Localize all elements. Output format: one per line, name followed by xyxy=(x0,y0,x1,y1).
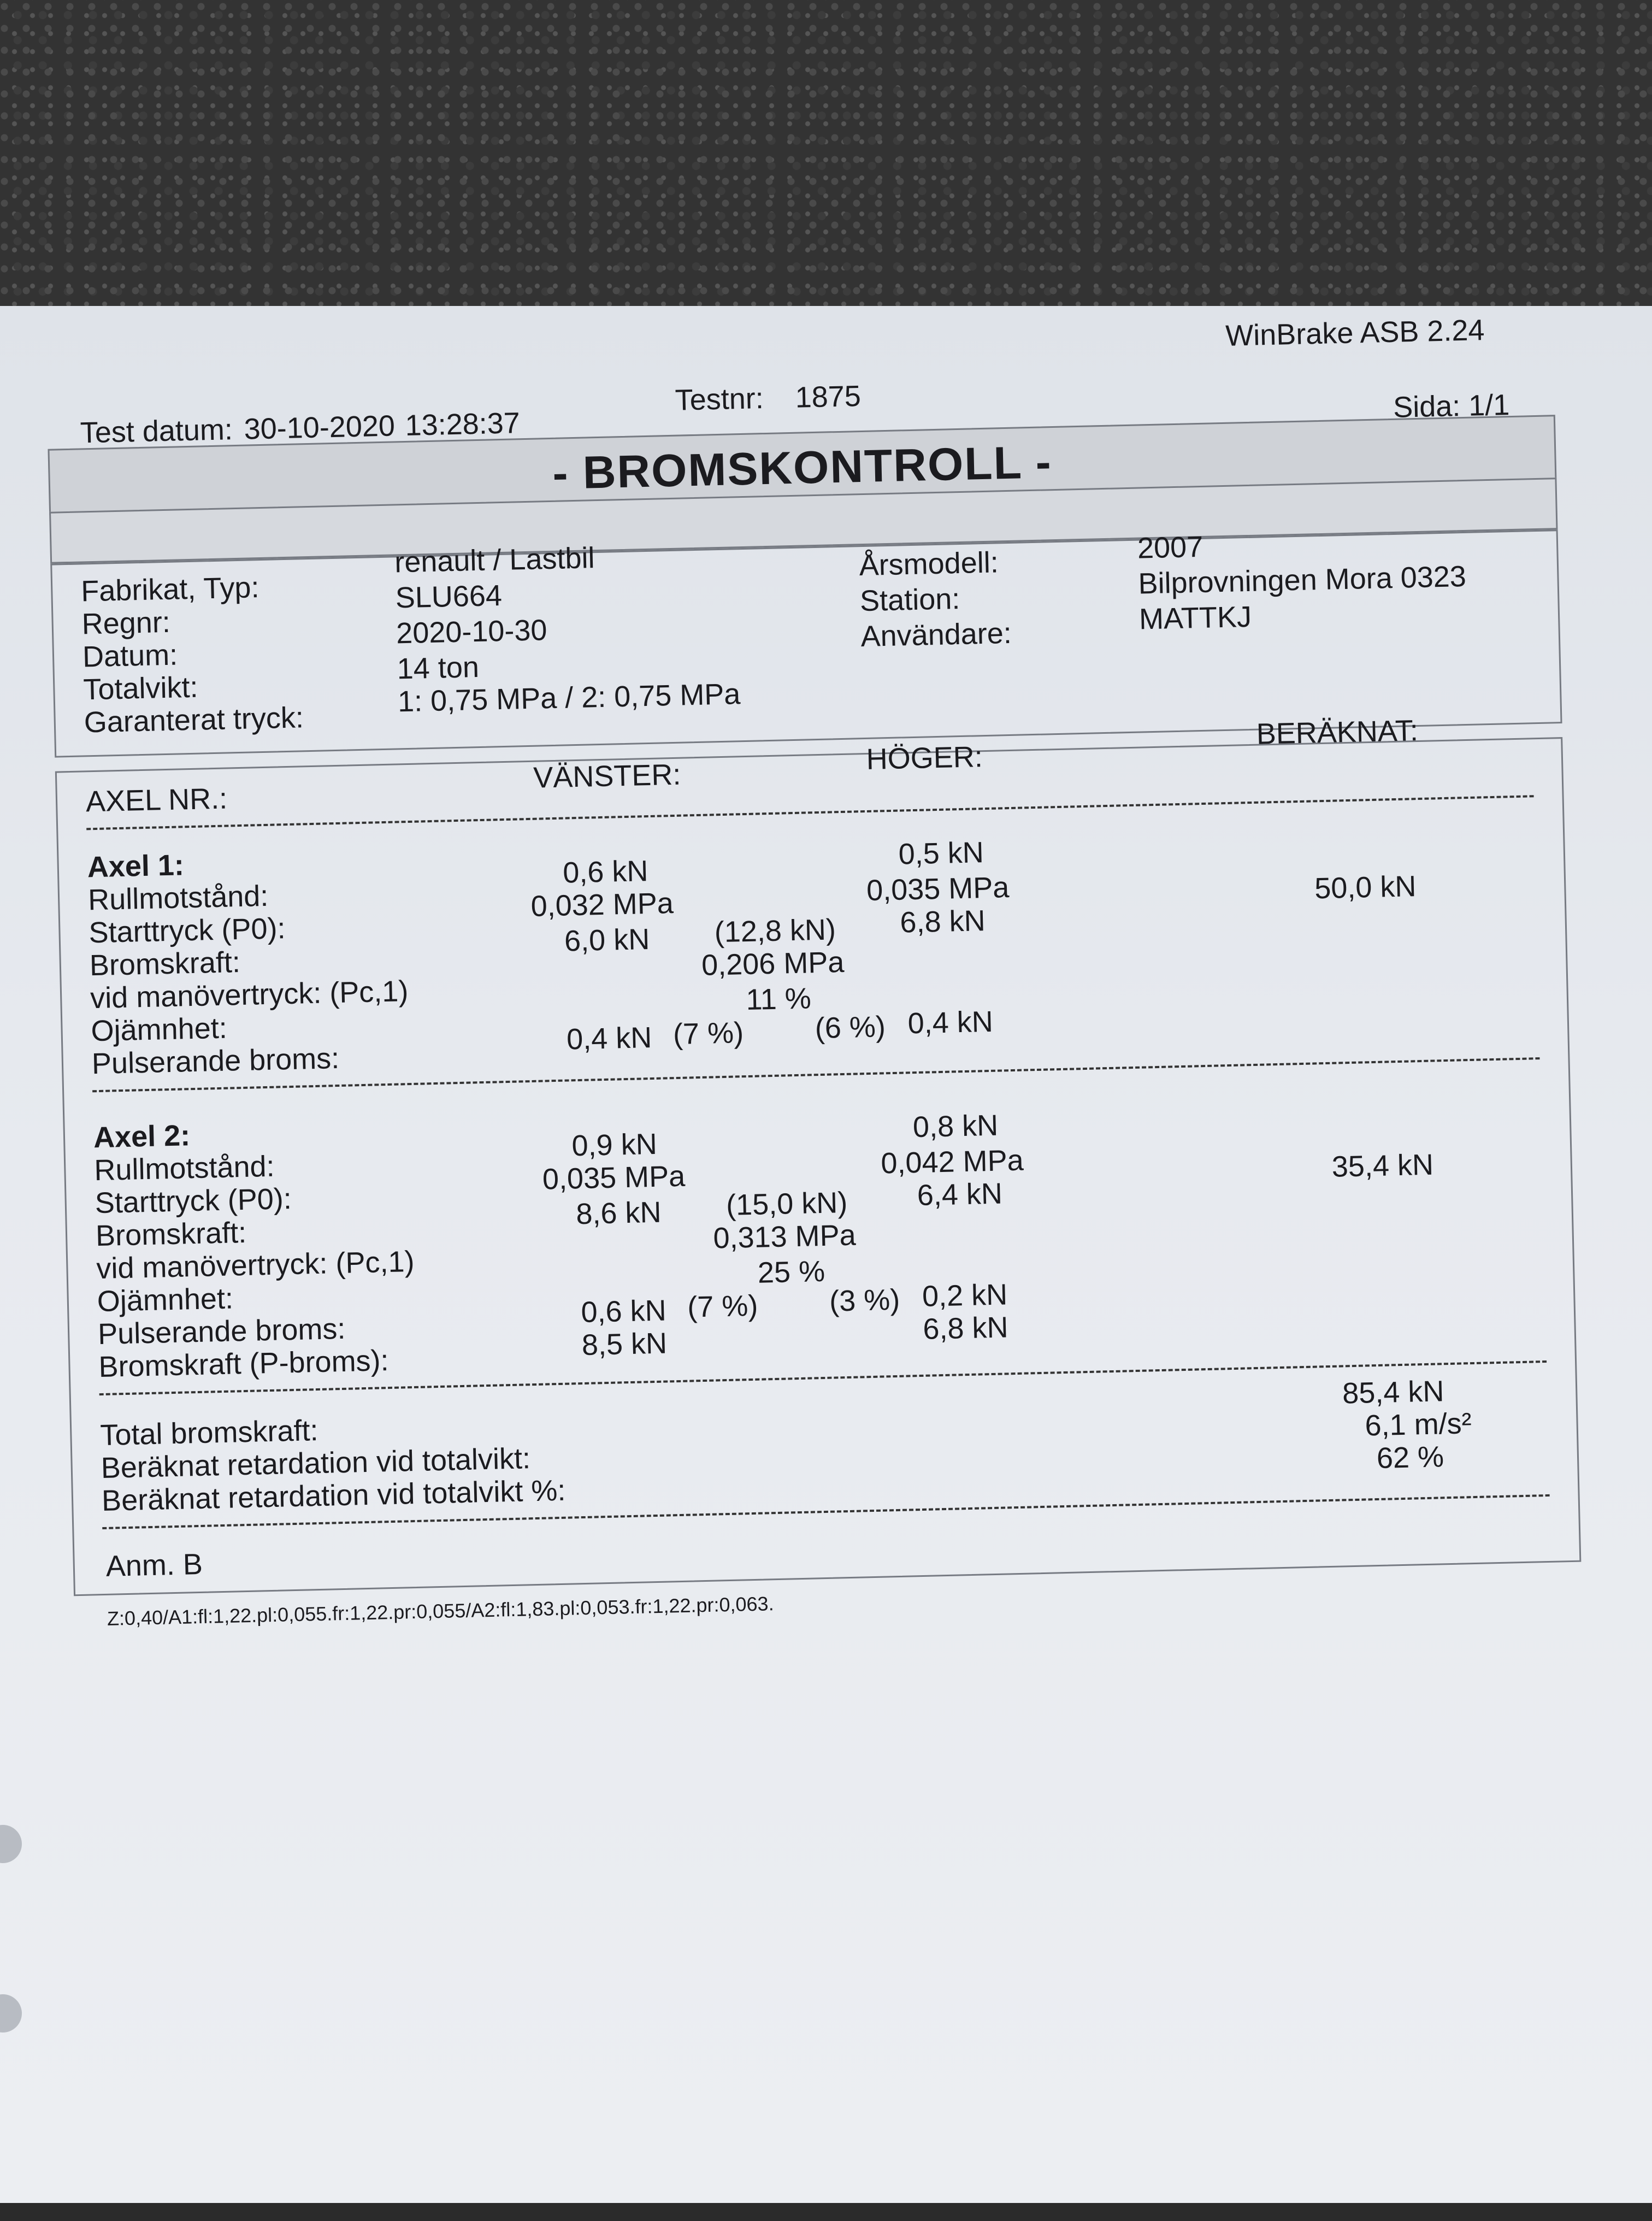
software-version: WinBrake ASB 2.24 xyxy=(1225,314,1485,352)
model-year-label: Årsmodell: xyxy=(858,546,999,582)
test-date-label: Test datum: xyxy=(80,413,233,450)
test-date-value: 30-10-2020 xyxy=(244,409,396,446)
decel-label: Beräknat retardation vid totalvikt: xyxy=(101,1442,531,1485)
weight-label: Totalvikt: xyxy=(82,670,199,706)
pressure-label: Garanterat tryck: xyxy=(84,701,304,739)
axle1-rolling-label: Rullmotstånd: xyxy=(87,879,269,917)
page-title: - BROMSKONTROLL - xyxy=(552,436,1053,499)
total-brake-label: Total bromskraft: xyxy=(99,1414,319,1452)
reg-label: Regnr: xyxy=(81,605,171,641)
axle1-brake-label: Bromskraft: xyxy=(89,946,241,982)
station-value: Bilprovningen Mora 0323 xyxy=(1137,559,1467,600)
axle2-brake-left: 8,6 kN xyxy=(575,1195,662,1231)
col-axle: AXEL NR.: xyxy=(85,782,228,818)
user-value: MATTKJ xyxy=(1138,600,1252,636)
axle1-rolling-left: 0,6 kN xyxy=(562,855,649,889)
axle2-pulse-left-pct: (7 %) xyxy=(687,1289,759,1324)
test-nr-label: Testnr: xyxy=(675,382,764,417)
axle2-pc-label: vid manövertryck: (Pc,1) xyxy=(96,1245,415,1286)
date-value: 2020-10-30 xyxy=(396,614,548,650)
axle1-title: Axel 1: xyxy=(87,849,185,884)
axle2-pbrake-right: 6,8 kN xyxy=(922,1311,1009,1346)
col-left: VÄNSTER: xyxy=(533,758,682,794)
axle2-pbrake-label: Bromskraft (P-broms): xyxy=(98,1344,390,1384)
axle1-pulse-right: 0,4 kN xyxy=(907,1005,994,1040)
col-right: HÖGER: xyxy=(866,740,983,776)
axle1-uneven-value: 11 % xyxy=(745,982,812,1017)
axle2-calc: 35,4 kN xyxy=(1331,1148,1434,1183)
weight-value: 14 ton xyxy=(397,650,480,686)
axle2-brake-right: 6,4 kN xyxy=(917,1177,1003,1212)
axle2-rolling-label: Rullmotstånd: xyxy=(93,1150,275,1187)
make-label: Fabrikat, Typ: xyxy=(80,571,260,608)
axle1-pulse-right-pct: (6 %) xyxy=(815,1010,886,1045)
decel-pct-value: 62 % xyxy=(1376,1440,1444,1475)
axle2-brake-sum: (15,0 kN) xyxy=(725,1186,848,1222)
axle1-rolling-right: 0,5 kN xyxy=(898,836,984,871)
axle1-brake-sum: (12,8 kN) xyxy=(714,913,836,949)
axle2-brake-label: Bromskraft: xyxy=(95,1216,247,1253)
test-nr-value: 1875 xyxy=(794,380,862,414)
axle1-pulse-label: Pulserande broms: xyxy=(91,1041,340,1081)
axle2-start-left: 0,035 MPa xyxy=(542,1159,686,1196)
axle1-calc: 50,0 kN xyxy=(1314,870,1417,905)
station-label: Station: xyxy=(859,582,960,618)
axle2-pulse-right: 0,2 kN xyxy=(922,1278,1008,1313)
axle2-rolling-right: 0,8 kN xyxy=(912,1109,999,1144)
make-value: renault / Lastbil xyxy=(394,541,595,579)
axle1-pc-label: vid manövertryck: (Pc,1) xyxy=(90,975,409,1015)
page-number: Sida: 1/1 xyxy=(1393,388,1510,424)
axle1-pulse-left: 0,4 kN xyxy=(566,1021,652,1056)
axle1-start-label: Starttryck (P0): xyxy=(88,912,286,950)
axle1-start-left: 0,032 MPa xyxy=(530,887,674,923)
axle1-brake-right: 6,8 kN xyxy=(899,904,986,939)
model-year-value: 2007 xyxy=(1137,530,1203,565)
test-time: 13:28:37 xyxy=(404,407,521,442)
axle1-brake-left: 6,0 kN xyxy=(564,923,650,958)
decel-value: 6,1 m/s² xyxy=(1364,1407,1472,1442)
axle2-rolling-left: 0,9 kN xyxy=(571,1127,658,1163)
note: Anm. B xyxy=(105,1547,203,1583)
axle1-start-right: 0,035 MPa xyxy=(866,871,1010,907)
user-label: Användare: xyxy=(860,616,1012,653)
axle2-pulse-left: 0,6 kN xyxy=(580,1294,667,1329)
axle2-pulse-right-pct: (3 %) xyxy=(829,1283,900,1318)
axle1-pc-value: 0,206 MPa xyxy=(701,945,845,982)
axle2-pulse-label: Pulserande broms: xyxy=(97,1312,346,1351)
axle2-start-label: Starttryck (P0): xyxy=(95,1182,292,1220)
axle1-uneven-label: Ojämnhet: xyxy=(90,1011,228,1048)
decel-pct-label: Beräknat retardation vid totalvikt %: xyxy=(101,1474,567,1518)
axle2-uneven-value: 25 % xyxy=(757,1254,825,1289)
axle2-pc-value: 0,313 MPa xyxy=(712,1218,857,1255)
reg-value: SLU664 xyxy=(395,579,503,615)
pressure-value: 1: 0,75 MPa / 2: 0,75 MPa xyxy=(397,678,741,718)
axle2-title: Axel 2: xyxy=(93,1119,191,1154)
axle2-start-right: 0,042 MPa xyxy=(880,1144,1024,1180)
footer-code: Z:0,40/A1:fl:1,22.pl:0,055.fr:1,22.pr:0,055/A2:fl:1,83.pl:0,053.fr:1,22.pr:0,063. xyxy=(107,1592,775,1630)
axle2-uneven-label: Ojämnhet: xyxy=(97,1282,234,1318)
axle1-pulse-left-pct: (7 %) xyxy=(672,1016,744,1051)
date-label: Datum: xyxy=(82,638,178,674)
axle2-pbrake-left: 8,5 kN xyxy=(581,1327,668,1362)
col-calc: BERÄKNAT: xyxy=(1256,714,1419,751)
total-brake-value: 85,4 kN xyxy=(1342,1375,1445,1410)
